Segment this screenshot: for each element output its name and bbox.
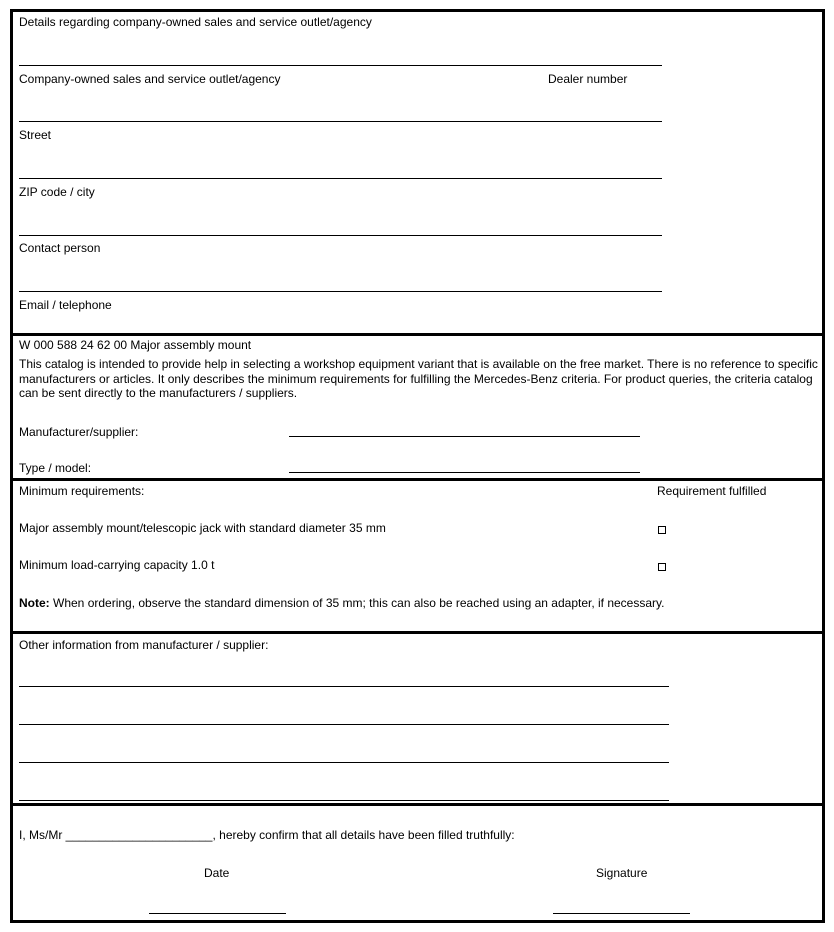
type-model-label: Type / model: bbox=[19, 461, 92, 475]
manufacturer-fill-line[interactable] bbox=[289, 436, 640, 437]
signature-label: Signature bbox=[596, 866, 648, 880]
note-text: When ordering, observe the standard dimension of 35 mm; this can also be reached using an adapter, if necessary. bbox=[49, 596, 665, 610]
street-label: Street bbox=[19, 128, 52, 142]
product-section bbox=[13, 336, 822, 480]
dealer-heading-fill-line[interactable] bbox=[19, 65, 662, 66]
requirement-checkbox[interactable] bbox=[658, 563, 666, 571]
requirement-item: Major assembly mount/telescopic jack with standard diameter 35 mm bbox=[19, 521, 386, 535]
date-fill-line[interactable] bbox=[149, 913, 286, 914]
manufacturer-label: Manufacturer/supplier: bbox=[19, 425, 139, 439]
other-information-heading: Other information from manufacturer / supplier: bbox=[19, 638, 269, 652]
outlet-fill-line[interactable] bbox=[19, 121, 662, 122]
dealer-number-label: Dealer number bbox=[548, 72, 628, 86]
zip-city-fill-line[interactable] bbox=[19, 235, 662, 236]
product-title: W 000 588 24 62 00 Major assembly mount bbox=[19, 338, 252, 352]
other-information-section bbox=[13, 634, 822, 802]
other-information-line[interactable] bbox=[19, 762, 669, 763]
contact-person-fill-line[interactable] bbox=[19, 291, 662, 292]
date-label: Date bbox=[204, 866, 230, 880]
other-information-line[interactable] bbox=[19, 800, 669, 801]
signature-fill-line[interactable] bbox=[553, 913, 690, 914]
outlet-label: Company-owned sales and service outlet/agency bbox=[19, 72, 281, 86]
requirements-heading: Minimum requirements: bbox=[19, 484, 145, 498]
requirements-section bbox=[13, 481, 822, 631]
product-description: This catalog is intended to provide help in selecting a workshop equipment variant that is available on the free market. There is no reference to specific manufacturers or articles. It only describes the minimum requirements for fulfilling the Mercedes-Benz criteria. For product queries, the criteria catalog can be sent directly to the manufacturers / suppliers. bbox=[19, 357, 818, 400]
requirement-checkbox[interactable] bbox=[658, 526, 666, 534]
note-label: Note: bbox=[19, 596, 50, 610]
email-telephone-label: Email / telephone bbox=[19, 298, 112, 312]
confirmation-section bbox=[13, 806, 822, 920]
dealer-details-section bbox=[13, 12, 822, 334]
form-frame bbox=[10, 9, 825, 923]
zip-city-label: ZIP code / city bbox=[19, 185, 95, 199]
requirement-fulfilled-heading: Requirement fulfilled bbox=[657, 484, 767, 498]
requirement-item: Minimum load-carrying capacity 1.0 t bbox=[19, 558, 215, 572]
contact-person-label: Contact person bbox=[19, 241, 101, 255]
dealer-section-heading: Details regarding company-owned sales and service outlet/agency bbox=[19, 15, 372, 29]
other-information-line[interactable] bbox=[19, 686, 669, 687]
requirements-note bbox=[19, 596, 664, 610]
confirmation-statement: I, Ms/Mr ______________________, hereby confirm that all details have been filled truthfully: bbox=[19, 828, 515, 842]
other-information-line[interactable] bbox=[19, 724, 669, 725]
type-model-fill-line[interactable] bbox=[289, 472, 640, 473]
street-fill-line[interactable] bbox=[19, 178, 662, 179]
